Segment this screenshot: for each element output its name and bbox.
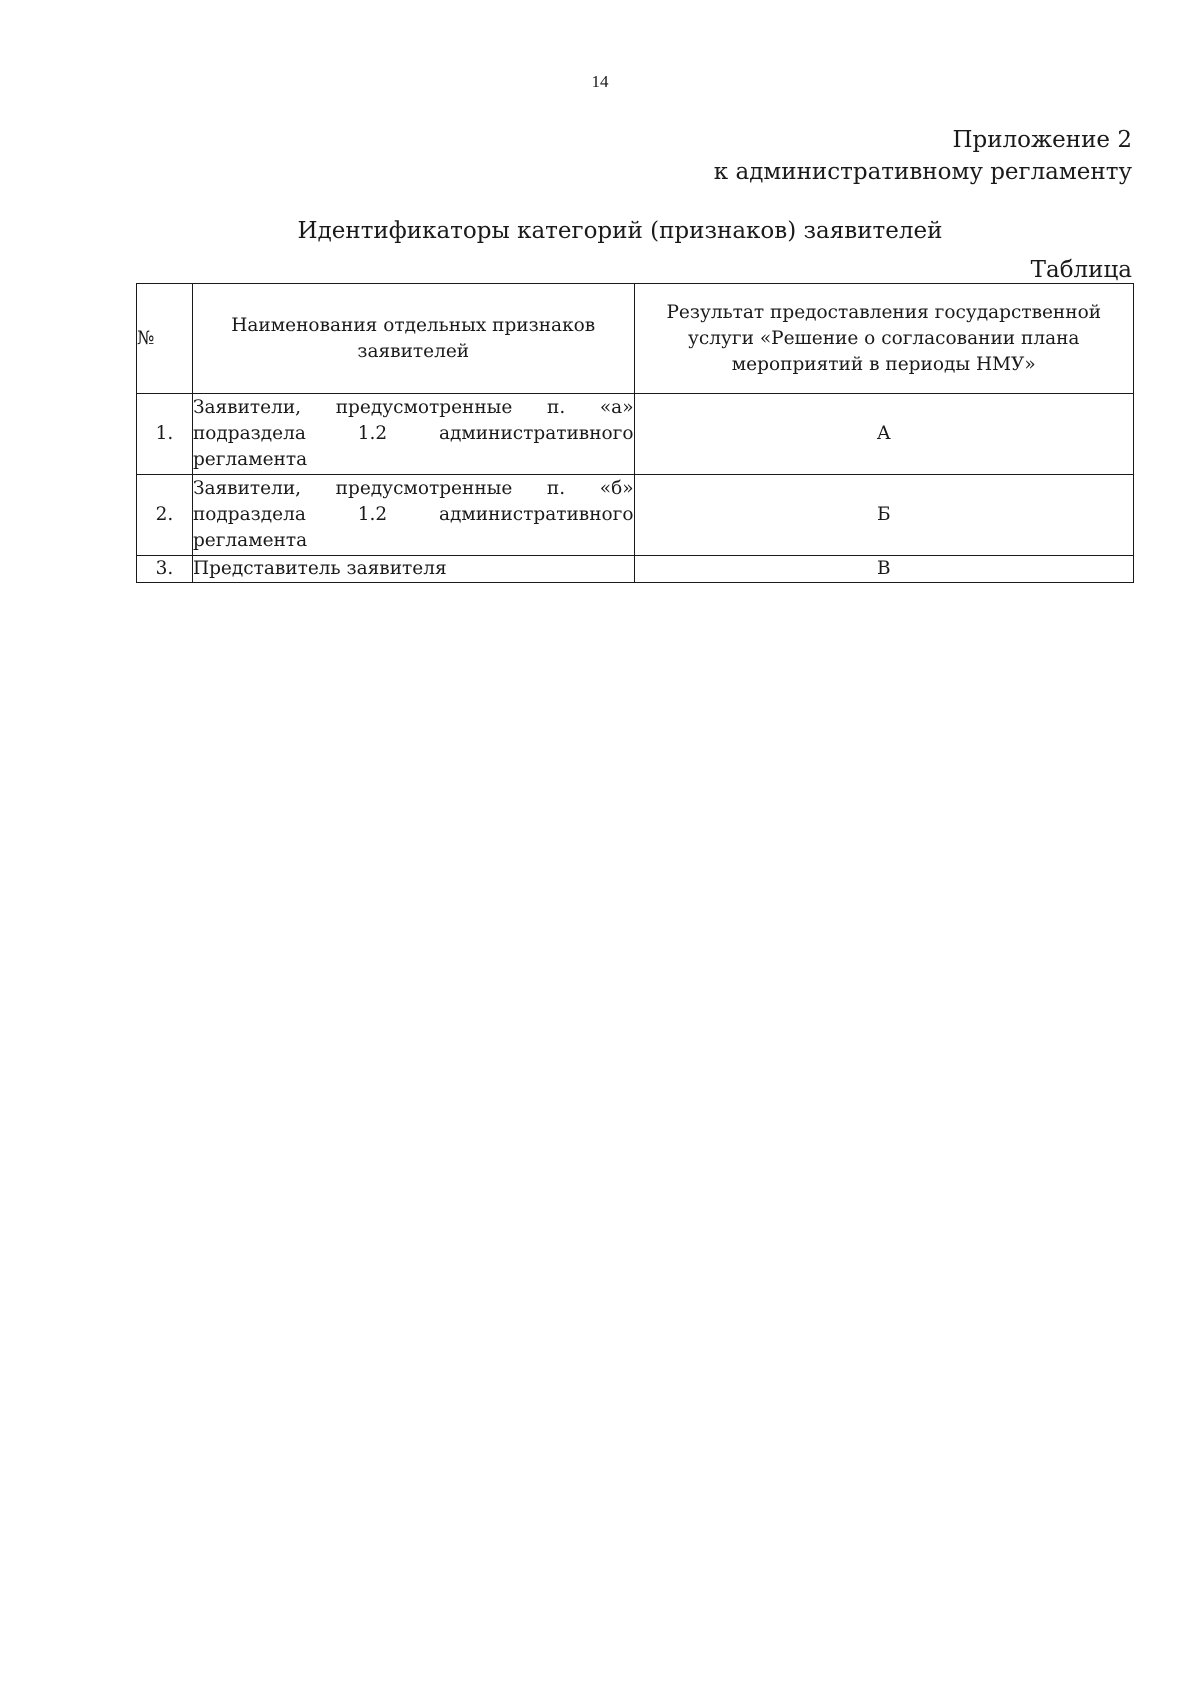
row-name: Заявители, предусмотренные п. «а» подраздела 1.2 административного регламента — [192, 394, 634, 475]
row-number: 1. — [137, 394, 193, 475]
appendix-line-2: к административному регламенту — [713, 159, 1132, 185]
appendix-line-1: Приложение 2 — [952, 127, 1132, 153]
row-result: Б — [634, 475, 1133, 556]
document-title: Идентификаторы категорий (признаков) заявителей — [297, 218, 943, 244]
table-row — [137, 556, 1134, 583]
appendix-header — [714, 124, 1132, 188]
table-header-row — [137, 284, 1134, 394]
row-name: Заявители, предусмотренные п. «б» подраздела 1.2 административного регламента — [192, 475, 634, 556]
page-number: 14 — [591, 72, 609, 91]
row-result: В — [634, 556, 1133, 583]
header-name: Наименования отдельных признаков заявителей — [192, 284, 634, 394]
applicant-categories-table — [136, 283, 1134, 583]
table-row — [137, 475, 1134, 556]
table-caption: Таблица — [1030, 257, 1132, 283]
header-number: № — [137, 284, 193, 394]
table-row — [137, 394, 1134, 475]
row-number: 3. — [137, 556, 193, 583]
header-result: Результат предоставления государственной услуги «Решение о согласовании плана мероприятий в периоды НМУ» — [634, 284, 1133, 394]
row-result: А — [634, 394, 1133, 475]
row-name: Представитель заявителя — [192, 556, 634, 583]
row-number: 2. — [137, 475, 193, 556]
